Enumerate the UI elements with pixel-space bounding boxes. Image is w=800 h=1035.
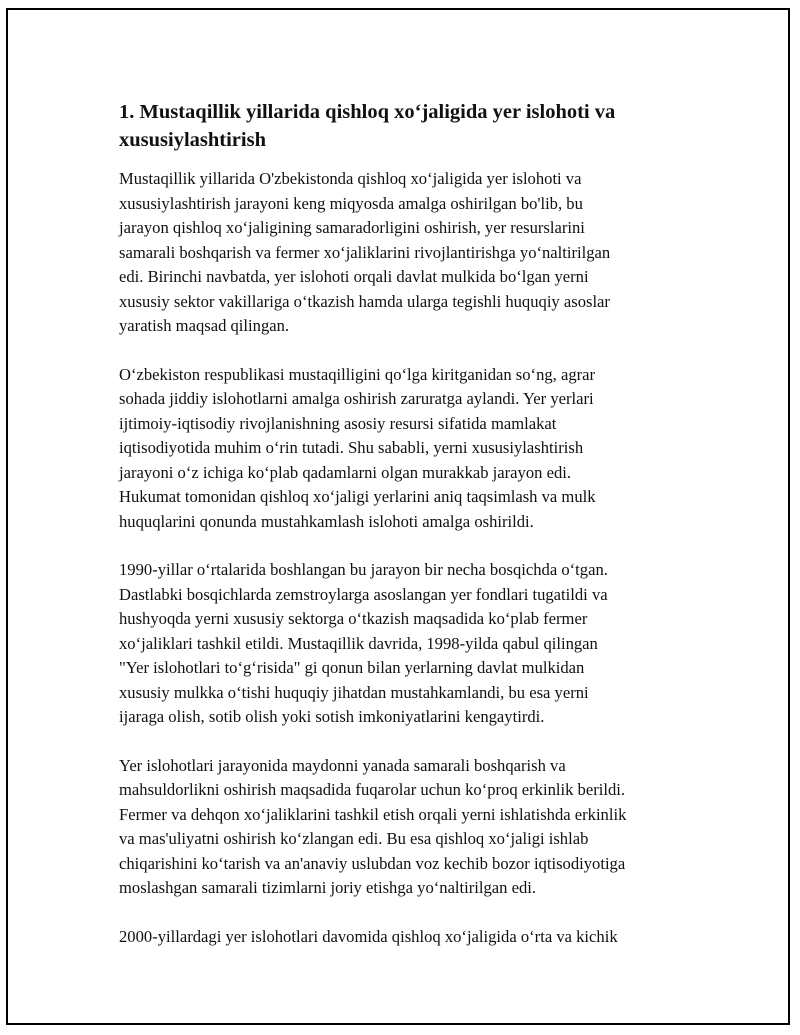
text-line: mahsuldorlikni oshirish maqsadida fuqarolar uchun ko‘proq erkinlik berildi. xyxy=(119,780,626,799)
document-body xyxy=(119,98,699,973)
heading-line: xususiylashtirish xyxy=(119,129,266,151)
text-line: Mustaqillik yillarida O'zbekistonda qishloq xo‘jaligida yer islohoti va xyxy=(119,169,582,188)
text-line: jarayon qishloq xo‘jaligining samaradorligini oshirish, yer resurslarini xyxy=(119,218,585,237)
text-line: hushyoqda yerni xususiy sektorga o‘tkazish maqsadida ko‘plab fermer xyxy=(119,609,588,628)
text-line: xususiy mulkka o‘tishi huquqiy jihatdan mustahkamlandi, bu esa yerni xyxy=(119,682,589,702)
text-line: Fermer va dehqon xo‘jaliklarini tashkil etish orqali yerni ishlatishda erkinlik xyxy=(119,804,627,824)
text-line: Dastlabki bosqichlarda zemstroylarga asoslangan yer fondlari tugatildi va xyxy=(119,584,608,604)
paragraph-5 xyxy=(119,925,699,950)
paragraph-3 xyxy=(119,558,699,730)
text-line: edi. Birinchi navbatda, yer islohoti orqali davlat mulkida bo‘lgan yerni xyxy=(119,267,589,286)
heading-line: 1. Mustaqillik yillarida qishloq xo‘jaligida yer islohoti va xyxy=(119,101,616,123)
text-line: Hukumat tomonidan qishloq xo‘jaligi yerlarini aniq taqsimlash va mulk xyxy=(119,487,596,506)
text-line: ijtimoiy-iqtisodiy rivojlanishning asosiy resursi sifatida mamlakat xyxy=(119,413,557,433)
text-line: ijaraga olish, sotib olish yoki sotish imkoniyatlarini kengaytirdi. xyxy=(119,707,545,726)
text-line: yaratish maqsad qilingan. xyxy=(119,316,290,335)
text-line: Yer islohotlari jarayonida maydonni yanada samarali boshqarish va xyxy=(119,755,566,775)
section-heading xyxy=(119,98,699,154)
text-line: chiqarishini ko‘tarish va an'anaviy uslubdan voz kechib bozor iqtisodiyotiga xyxy=(119,853,626,873)
text-line: sohada jiddiy islohotlarni amalga oshirish zaruratga aylandi. Yer yerlari xyxy=(119,389,594,408)
text-line: iqtisodiyotida muhim o‘rin tutadi. Shu sababli, yerni xususiylashtirish xyxy=(119,438,584,457)
paragraph-4 xyxy=(119,754,699,901)
text-line: "Yer islohotlari to‘g‘risida" gi qonun bilan yerlarning davlat mulkidan xyxy=(119,658,585,677)
page-frame xyxy=(6,8,790,1025)
text-line: moslashgan samarali tizimlarni joriy etishga yo‘naltirilgan edi. xyxy=(119,878,537,897)
paragraph-1 xyxy=(119,167,699,339)
text-line: 2000-yillardagi yer islohotlari davomida qishloq xo‘jaligida o‘rta va kichik xyxy=(119,926,618,946)
text-line: va mas'uliyatni oshirish ko‘zlangan edi. Bu esa qishloq xo‘jaligi ishlab xyxy=(119,829,589,848)
text-line: xususiy sektor vakillariga o‘tkazish hamda ularga tegishli huquqiy asoslar xyxy=(119,291,610,311)
text-line: O‘zbekiston respublikasi mustaqilligini qo‘lga kiritganidan so‘ng, agrar xyxy=(119,364,596,384)
paragraph-2 xyxy=(119,363,699,535)
text-line: xo‘jaliklari tashkil etildi. Mustaqillik davrida, 1998-yilda qabul qilingan xyxy=(119,633,598,653)
text-line: huquqlarini qonunda mustahkamlash islohoti amalga oshirildi. xyxy=(119,511,534,531)
text-line: xususiylashtirish jarayoni keng miqyosda amalga oshirilgan bo'lib, bu xyxy=(119,193,583,213)
text-line: jarayoni o‘z ichiga ko‘plab qadamlarni olgan murakkab jarayon edi. xyxy=(119,462,572,482)
text-line: samarali boshqarish va fermer xo‘jaliklarini rivojlantirishga yo‘naltirilgan xyxy=(119,242,611,262)
text-line: 1990-yillar o‘rtalarida boshlangan bu jarayon bir necha bosqichda o‘tgan. xyxy=(119,560,608,579)
